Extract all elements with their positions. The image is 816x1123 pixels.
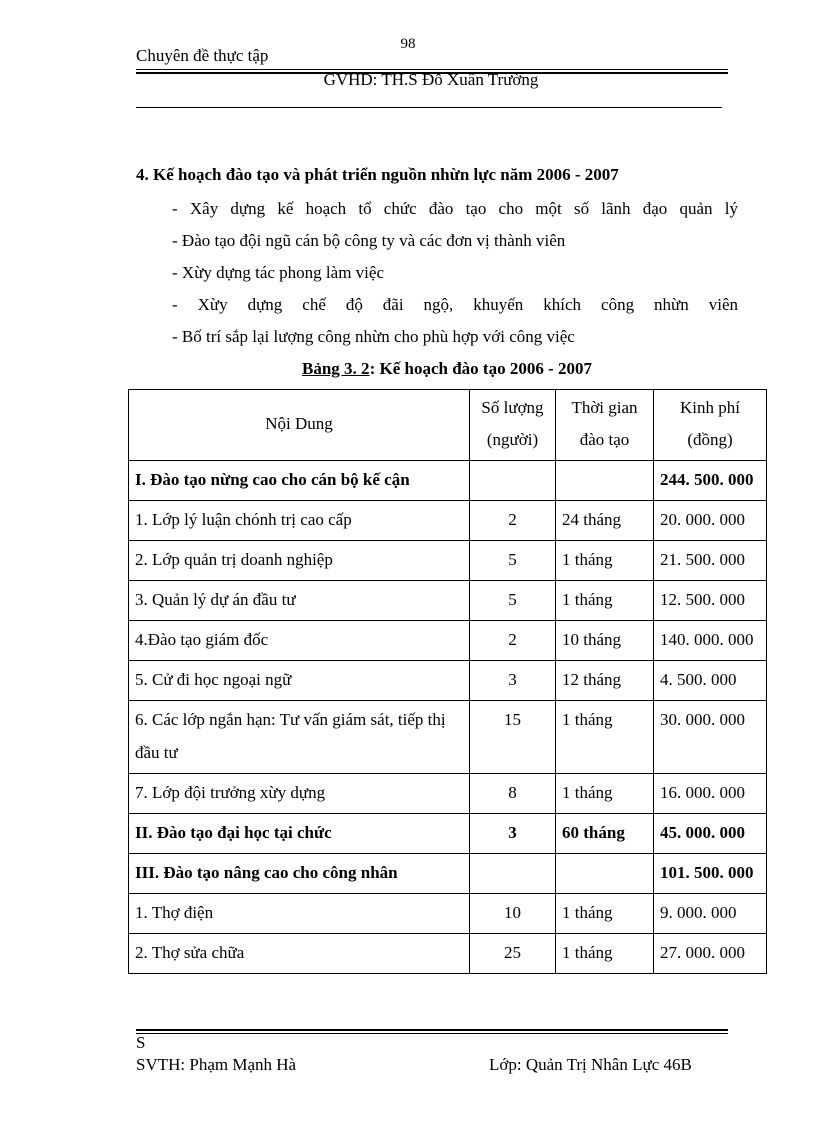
cell-content: III. Đào tạo nâng cao cho công nhân — [129, 854, 470, 894]
cell-content: 5. Cử đi học ngoại ngữ — [129, 661, 470, 701]
cell-cost: 20. 000. 000 — [654, 501, 767, 541]
cell-content: 2. Thợ sửa chữa — [129, 934, 470, 974]
cell-duration: 1 tháng — [556, 541, 654, 581]
cell-cost: 27. 000. 000 — [654, 934, 767, 974]
cell-content: 3. Quản lý dự án đầu tư — [129, 581, 470, 621]
cell-quantity: 8 — [470, 774, 556, 814]
cell-cost: 21. 500. 000 — [654, 541, 767, 581]
footer-rule-top — [136, 1029, 728, 1031]
table-caption-text: : Kế hoạch đào tạo 2006 - 2007 — [369, 359, 592, 378]
table-row — [129, 701, 767, 774]
cell-cost: 30. 000. 000 — [654, 701, 767, 774]
cell-quantity: 5 — [470, 541, 556, 581]
bullet-item: - Đào tạo đội ngũ cán bộ công ty và các đơn vị thành viên — [172, 231, 566, 250]
training-plan-table — [128, 389, 767, 974]
bullet-item: - Xừy dựng tác phong làm việc — [172, 263, 384, 282]
table-row — [129, 621, 767, 661]
bullet-item: - Xừy dựng chế độ đãi ngộ, khuyến khích công nhừn viên — [172, 295, 738, 314]
table-row — [129, 934, 767, 974]
cell-duration: 1 tháng — [556, 581, 654, 621]
cell-cost: 16. 000. 000 — [654, 774, 767, 814]
footer-student: SVTH: Phạm Mạnh Hà — [136, 1055, 297, 1074]
cell-content: I. Đào tạo nừng cao cho cán bộ kế cận — [129, 461, 470, 501]
cell-duration: 60 tháng — [556, 814, 654, 854]
bullet-item: - Bố trí sắp lại lượng công nhừn cho phù hợp với công việc — [172, 327, 575, 346]
cell-content: 2. Lớp quản trị doanh nghiệp — [129, 541, 470, 581]
table-row — [129, 581, 767, 621]
header-quantity: Số lượng (người) — [470, 390, 556, 461]
cell-content: 1. Lớp lý luận chónh trị cao cấp — [129, 501, 470, 541]
cell-cost: 140. 000. 000 — [654, 621, 767, 661]
table-row — [129, 894, 767, 934]
header-duration: Thời gian đào tạo — [556, 390, 654, 461]
header-underline — [136, 107, 722, 108]
table-row — [129, 541, 767, 581]
table-row — [129, 854, 767, 894]
table-row — [129, 774, 767, 814]
table-row — [129, 501, 767, 541]
table-caption-label: Bảng 3. 2 — [302, 359, 370, 378]
header-cost: Kinh phí (đồng) — [654, 390, 767, 461]
cell-quantity: 5 — [470, 581, 556, 621]
table-row — [129, 661, 767, 701]
footer-marker: S — [136, 1033, 146, 1052]
table-row — [129, 461, 767, 501]
cell-quantity: 2 — [470, 621, 556, 661]
header-document-type: Chuyên đề thực tập — [136, 46, 269, 65]
footer-rule-bottom — [136, 1033, 728, 1034]
cell-quantity: 15 — [470, 701, 556, 774]
cell-quantity — [470, 854, 556, 894]
cell-quantity: 3 — [470, 814, 556, 854]
cell-duration: 1 tháng — [556, 701, 654, 774]
cell-quantity: 10 — [470, 894, 556, 934]
cell-quantity: 3 — [470, 661, 556, 701]
cell-duration: 12 tháng — [556, 661, 654, 701]
cell-cost: 101. 500. 000 — [654, 854, 767, 894]
cell-quantity: 25 — [470, 934, 556, 974]
section-title: 4. Kế hoạch đào tạo và phát triển nguồn nhừn lực năm 2006 - 2007 — [136, 165, 619, 184]
cell-duration — [556, 461, 654, 501]
cell-duration: 1 tháng — [556, 934, 654, 974]
cell-duration: 1 tháng — [556, 774, 654, 814]
cell-content: II. Đào tạo đại học tại chức — [129, 814, 470, 854]
cell-duration — [556, 854, 654, 894]
cell-duration: 1 tháng — [556, 894, 654, 934]
cell-duration: 10 tháng — [556, 621, 654, 661]
page-number: 98 — [400, 36, 416, 52]
header-content: Nội Dung — [129, 390, 470, 461]
bullet-item: - Xây dựng kế hoạch tổ chức đào tạo cho một số lãnh đạo quản lý — [172, 199, 738, 218]
cell-content: 1. Thợ điện — [129, 894, 470, 934]
cell-quantity: 2 — [470, 501, 556, 541]
cell-cost: 45. 000. 000 — [654, 814, 767, 854]
cell-cost: 244. 500. 000 — [654, 461, 767, 501]
cell-cost: 12. 500. 000 — [654, 581, 767, 621]
cell-content: 6. Các lớp ngắn hạn: Tư vấn giám sát, tiếp thị đầu tư — [129, 701, 470, 774]
table-header-row — [129, 390, 767, 461]
table-caption — [128, 359, 766, 379]
cell-content: 4.Đào tạo giám đốc — [129, 621, 470, 661]
cell-content: 7. Lớp đội trưởng xừy dựng — [129, 774, 470, 814]
header-supervisor: GVHD: TH.S Đỗ Xuân Trường — [323, 70, 539, 89]
cell-duration: 24 tháng — [556, 501, 654, 541]
cell-quantity — [470, 461, 556, 501]
table-row — [129, 814, 767, 854]
footer-class: Lớp: Quản Trị Nhân Lực 46B — [489, 1055, 692, 1074]
table-body — [129, 461, 767, 974]
cell-cost: 9. 000. 000 — [654, 894, 767, 934]
cell-cost: 4. 500. 000 — [654, 661, 767, 701]
